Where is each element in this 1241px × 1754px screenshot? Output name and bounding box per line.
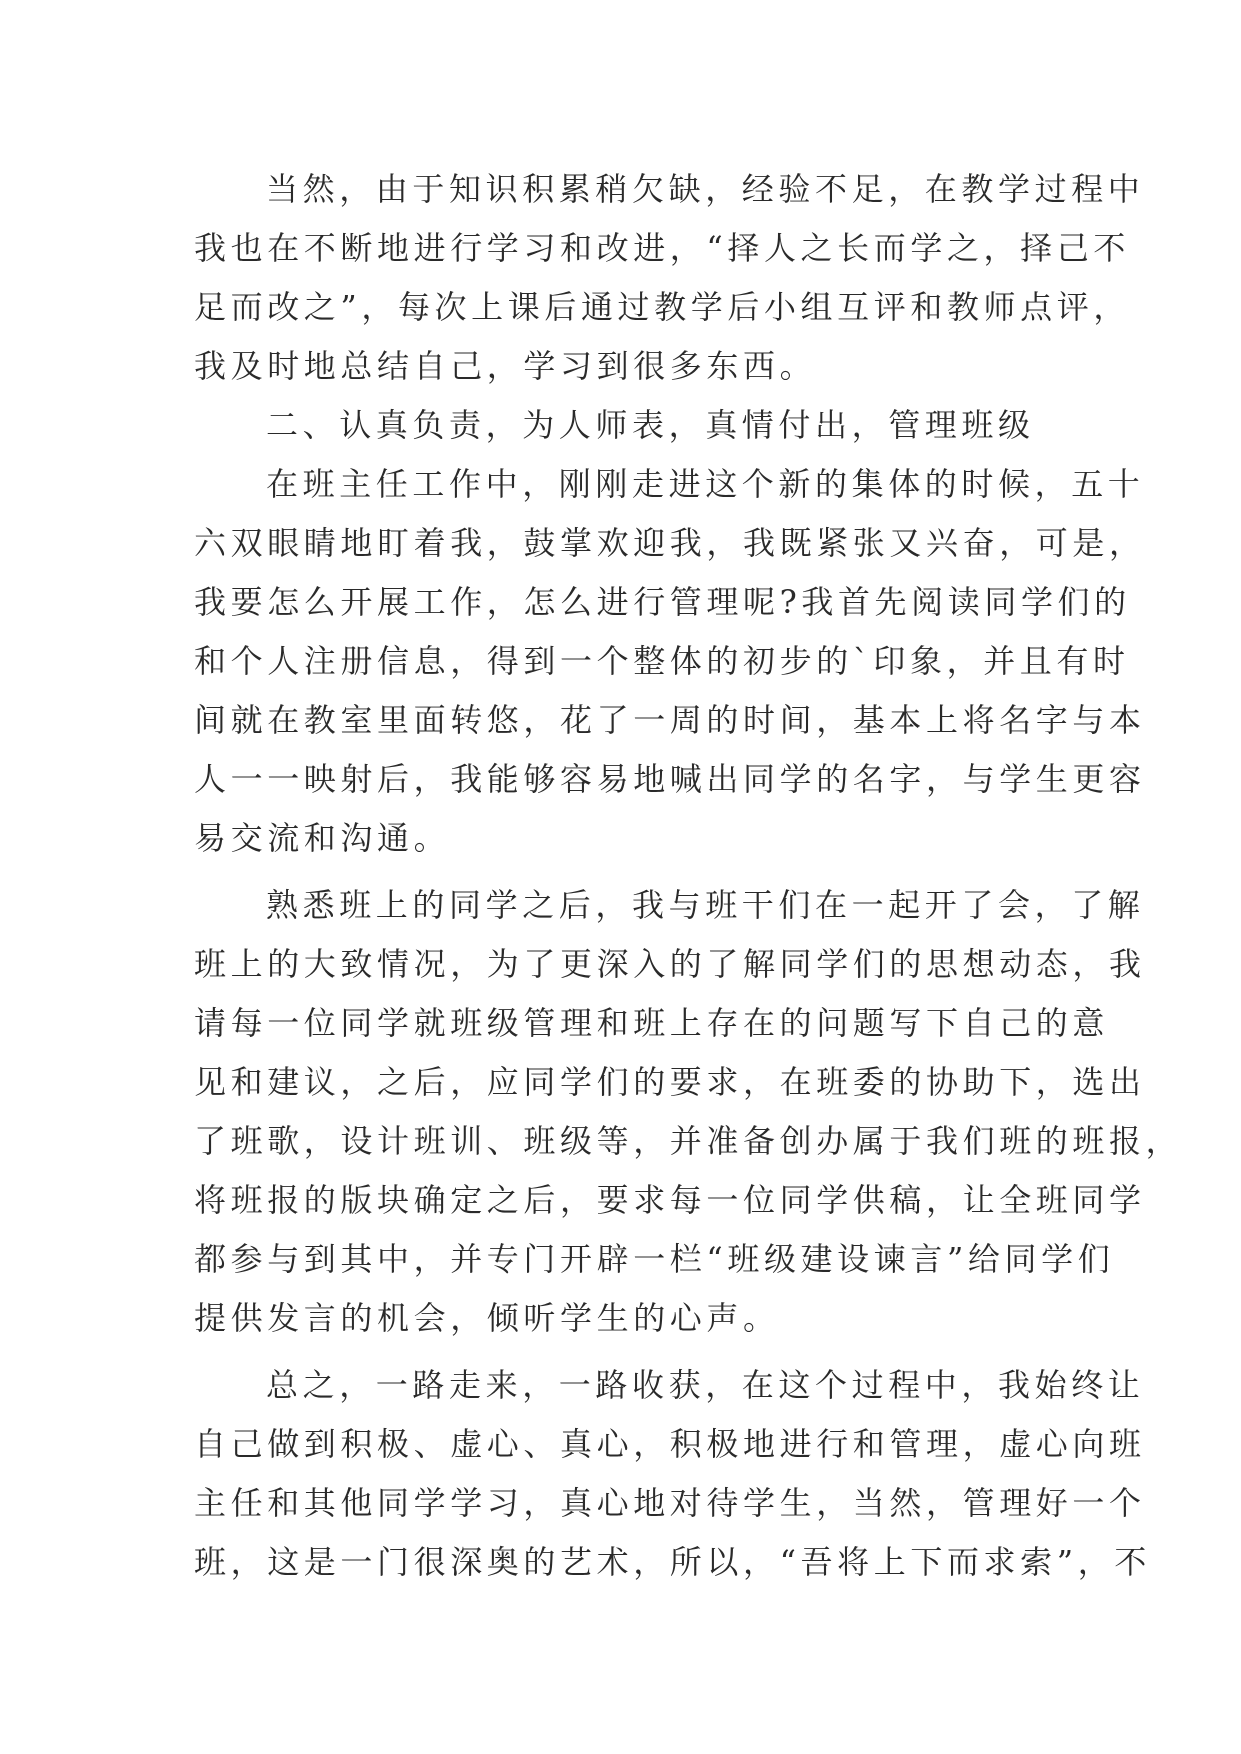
text-line: 提供发言的机会，倾听学生的心声。 <box>194 1299 780 1337</box>
text-line: 我也在不断地进行学习和改进，“择人之长而学之，择己不 <box>194 229 1130 267</box>
text-line: 将班报的版块确定之后，要求每一位同学供稿，让全班同学 <box>194 1181 1146 1219</box>
text-line: 自己做到积极、虚心、真心，积极地进行和管理，虚心向班 <box>194 1425 1146 1463</box>
text-line: 见和建议，之后，应同学们的要求，在班委的协助下，选出 <box>194 1063 1146 1101</box>
text-line: 主任和其他同学学习，真心地对待学生，当然，管理好一个 <box>194 1484 1146 1522</box>
text-line: 和个人注册信息，得到一个整体的初步的`印象，并且有时 <box>194 642 1130 680</box>
text-line: 在班主任工作中，刚刚走进这个新的集体的时候，五十 <box>266 465 1145 503</box>
text-line: 间就在教室里面转悠，花了一周的时间，基本上将名字与本 <box>194 701 1146 739</box>
text-line: 人一一映射后，我能够容易地喊出同学的名字，与学生更容 <box>194 760 1146 798</box>
text-line: 了班歌，设计班训、班级等，并准备创办属于我们班的班报， <box>194 1122 1183 1160</box>
text-line: 我要怎么开展工作，怎么进行管理呢?我首先阅读同学们的 <box>194 583 1131 621</box>
text-line: 易交流和沟通。 <box>194 819 451 857</box>
text-line: 我及时地总结自己，学习到很多东西。 <box>194 347 817 385</box>
text-line: 班上的大致情况，为了更深入的了解同学们的思想动态，我 <box>194 945 1146 983</box>
text-line: 请每一位同学就班级管理和班上存在的问题写下自己的意 <box>194 1004 1110 1042</box>
text-line: 当然，由于知识积累稍欠缺，经验不足，在教学过程中 <box>266 170 1145 208</box>
text-line: 都参与到其中，并专门开辟一栏“班级建设谏言”给同学们 <box>194 1240 1115 1278</box>
text-line: 二、认真负责，为人师表，真情付出，管理班级 <box>266 406 1035 444</box>
text-line: 总之，一路走来，一路收获，在这个过程中，我始终让 <box>266 1366 1145 1404</box>
text-line: 六双眼睛地盯着我，鼓掌欢迎我，我既紧张又兴奋，可是， <box>194 524 1146 562</box>
body-text <box>194 160 1183 1592</box>
text-line: 班，这是一门很深奥的艺术，所以，“吾将上下而求索”，不 <box>194 1543 1151 1581</box>
text-line: 足而改之”，每次上课后通过教学后小组互评和教师点评， <box>194 288 1130 326</box>
text-line: 熟悉班上的同学之后，我与班干们在一起开了会，了解 <box>266 886 1145 924</box>
